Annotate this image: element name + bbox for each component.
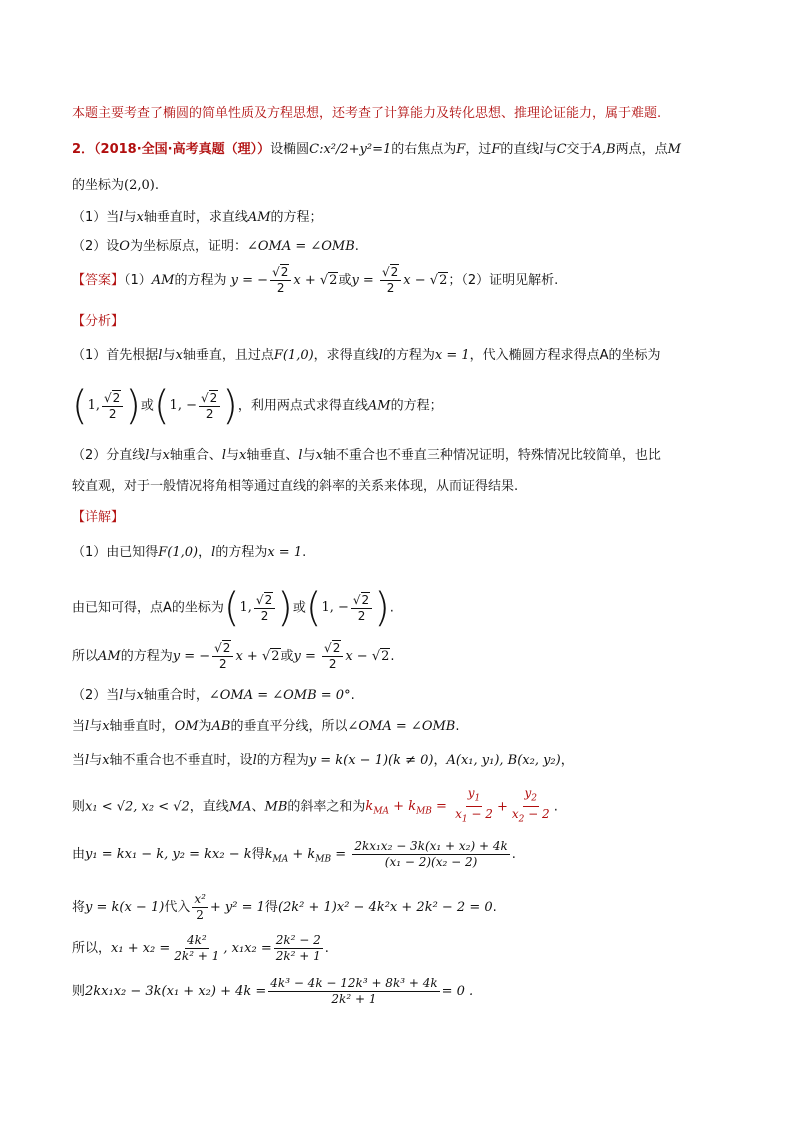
ellipse-equation: C:x²/2+y²=1: [309, 142, 392, 157]
detail-line-9: 将y = k(x − 1)代入 $\frac{\text{x²}}{2}$ + y² = 1得(2k² + 1)x² − 4k²x + 2k² − 2 = 0.: [72, 892, 497, 922]
question-2: （2）设O为坐标原点，证明：∠OMA = ∠OMB.: [72, 239, 359, 254]
answer-tag: 【答案】: [72, 273, 125, 288]
analysis-line-1: （1）首先根据l与x轴垂直，且过点F(1,0)，求得直线l的方程为x = 1，代入椭圆方程求得点A的坐标为: [72, 348, 661, 363]
problem-number: 2．: [72, 142, 95, 157]
intro-text: 本题主要考查了椭圆的简单性质及方程思想，还考查了计算能力及转化思想、推理论证能力，属于难题.: [72, 106, 662, 121]
detail-line-6: 当l与x轴不重合也不垂直时，设l的方程为y = k(x − 1)(k ≠ 0)，A(x₁, y₁), B(x₂, y₂)，: [72, 753, 574, 768]
detail-line-3: 所以AM的方程为y = − $\frac{√2}{2}$ x + √2或y = $\frac{√2}{2}$ x − √2.: [72, 641, 395, 671]
analysis-line-2: ( 1, $\frac{√2}{2}$ ) 或 ( 1, − $\frac{√2}{2}$ ) ，利用两点式求得直线AM的方程；: [72, 383, 443, 429]
detail-tag: 【详解】: [72, 510, 125, 525]
detail-line-7: 则x₁ < √2, x₂ < √2，直线MA、MB的斜率之和为$k_{MA} + k_{MB}$ = $\frac{y_1}{x_1 - 2}$ + $\frac{y_2}{x_2 - 2}$ .: [72, 786, 558, 825]
problem-line-2: 的坐标为(2,0).: [72, 178, 159, 193]
analysis-line-4: 较直观，对于一般情况将角相等通过直线的斜率的关系来体现，从而证得结果.: [72, 479, 519, 494]
detail-line-5: 当l与x轴垂直时，OM为AB的垂直平分线，所以∠OMA = ∠OMB.: [72, 719, 460, 734]
detail-line-11: 则2kx₁x₂ − 3k(x₁ + x₂) + 4k = $\frac{\text{4k³ − 4k − 12k³ + 8k³ + 4k}}{\text{2k² + 1}}$ = 0 .: [72, 976, 474, 1006]
detail-line-1: （1）由已知得F(1,0)，l的方程为x = 1.: [72, 545, 307, 560]
analysis-line-3: （2）分直线l与x轴重合、l与x轴垂直、l与x轴不重合也不垂直三种情况证明，特殊情况比较简单，也比: [72, 448, 661, 463]
detail-line-2: 由已知可得，点A的坐标为 ( 1, $\frac{√2}{2}$ ) 或 ( 1, − $\frac{√2}{2}$ ) .: [72, 585, 394, 631]
detail-line-8: 由y₁ = kx₁ − k, y₂ = kx₂ − k得$k_{MA} + k_{MB}$ = $\frac{\text{2kx₁x₂ − 3k(x₁ + x₂) + 4k}}{\text{(x₁ − 2)(x₂ − 2)}}$ .: [72, 839, 516, 869]
problem-statement: 2．（2018·全国·高考真题（理））设椭圆C:x²/2+y²=1的右焦点为F，过F的直线l与C交于A,B两点，点M: [72, 142, 681, 157]
problem-source: （2018·全国·高考真题（理））: [94, 142, 271, 157]
detail-line-10: 所以，x₁ + x₂ = $\frac{\text{4k²}}{\text{2k² + 1}}$ , x₁x₂ = $\frac{\text{2k² − 2}}{\text{2k² + 1}}$ .: [72, 933, 329, 963]
detail-line-4: （2）当l与x轴重合时，∠OMA = ∠OMB = 0°.: [72, 688, 355, 703]
analysis-tag: 【分析】: [72, 314, 125, 329]
answer-line: 【答案】（1）AM的方程为 y = − $\frac{√2}{2}$ x + √2或y = $\frac{√2}{2}$ x − √2；（2）证明见解析.: [72, 265, 559, 295]
question-1: （1）当l与x轴垂直时，求直线AM的方程；: [72, 210, 323, 225]
